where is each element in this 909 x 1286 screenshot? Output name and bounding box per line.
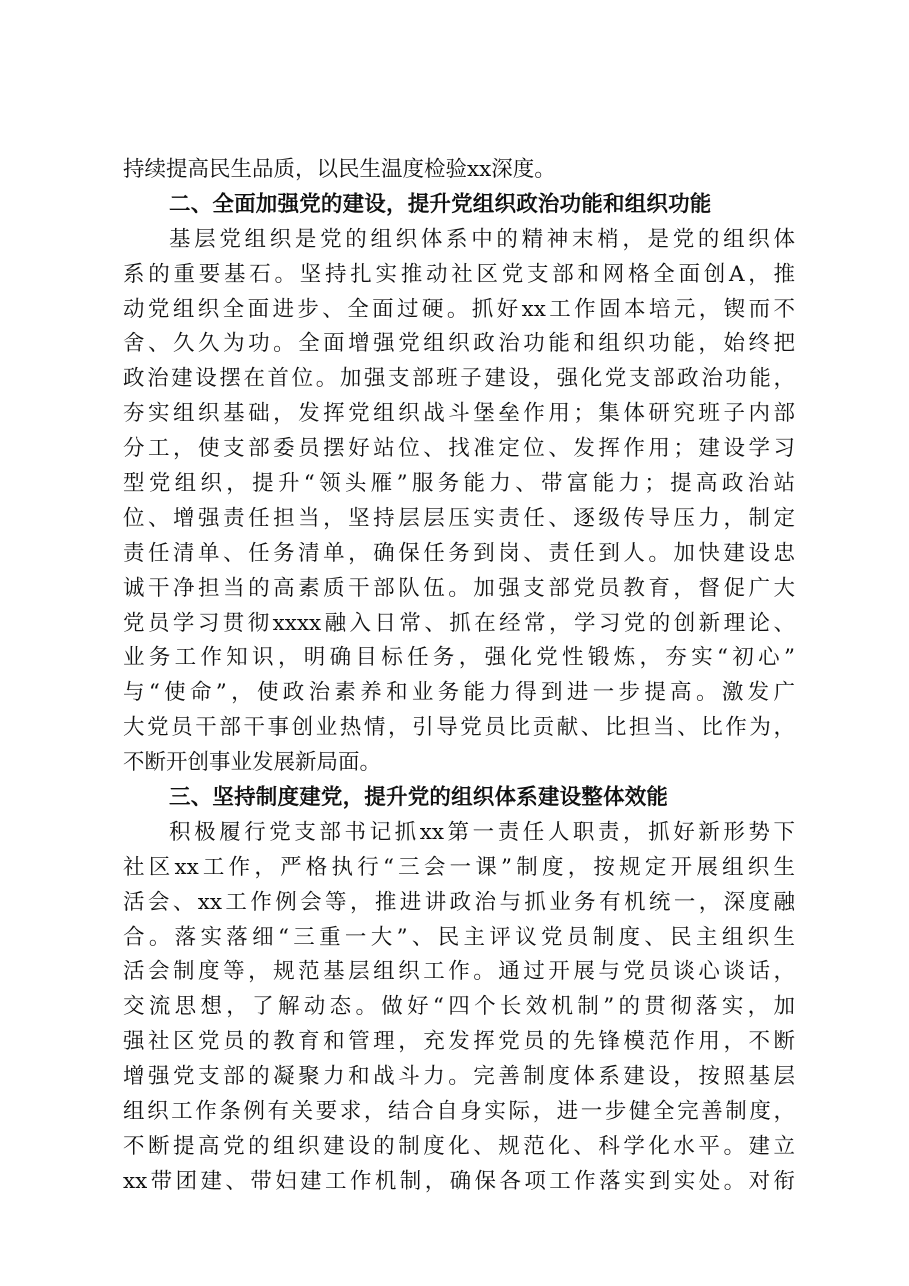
- paragraph-line: 诚干净担当的高素质干部队伍。加强支部党员教育，督促广大: [123, 575, 795, 601]
- paragraph-line: 不断开创事业发展新局面。: [123, 750, 382, 776]
- paragraph-line: 积极履行党支部书记抓xx第一责任人职责，抓好新形势下: [169, 819, 795, 845]
- paragraph-line: 强社区党员的教育和管理，充发挥党员的先锋模范作用，不断: [123, 1029, 795, 1055]
- paragraph-line: 党员学习贯彻xxxx融入日常、抓在经常，学习党的创新理论、: [123, 610, 795, 636]
- paragraph-line: 舍、久久为功。全面增强党组织政治功能和组织功能，始终把: [123, 331, 795, 357]
- paragraph-line: 型党组织，提升“领头雁”服务能力、带富能力；提高政治站: [123, 471, 795, 497]
- paragraph-line: 动党组织全面进步、全面过硬。抓好xx工作固本培元，锲而不: [123, 296, 795, 322]
- paragraph-line: 系的重要基石。坚持扎实推动社区党支部和网格全面创A，推: [123, 261, 795, 287]
- paragraph-line: 责任清单、任务清单，确保任务到岗、责任到人。加快建设忠: [123, 540, 795, 566]
- paragraph-line: 活会、xx工作例会等，推进讲政治与抓业务有机统一，深度融: [123, 889, 795, 915]
- paragraph-line: 持续提高民生品质，以民生温度检验xx深度。: [123, 157, 556, 182]
- section-heading-2: 二、全面加强党的建设，提升党组织政治功能和组织功能: [169, 191, 712, 217]
- paragraph-line: 增强党支部的凝聚力和战斗力。完善制度体系建设，按照基层: [123, 1064, 795, 1090]
- paragraph-line: 社区xx工作，严格执行“三会一课”制度，按规定开展组织生: [123, 854, 795, 880]
- paragraph-line: 业务工作知识，明确目标任务，强化党性锻炼，夯实“初心”: [123, 645, 795, 671]
- paragraph-line: xx带团建、带妇建工作机制，确保各项工作落实到实处。对衔: [123, 1168, 795, 1194]
- paragraph-line: 分工，使支部委员摆好站位、找准定位、发挥作用；建设学习: [123, 436, 795, 462]
- document-body: [123, 153, 795, 1200]
- paragraph-line: 合。落实落细“三重一大”、民主评议党员制度、民主组织生: [123, 924, 795, 950]
- paragraph-line: 基层党组织是党的组织体系中的精神末梢，是党的组织体: [169, 226, 795, 252]
- section-heading-3: 三、坚持制度建党，提升党的组织体系建设整体效能: [169, 785, 669, 811]
- paragraph-line: 活会制度等，规范基层组织工作。通过开展与党员谈心谈话，: [123, 959, 795, 985]
- paragraph-line: 交流思想，了解动态。做好“四个长效机制”的贯彻落实，加: [123, 994, 795, 1020]
- paragraph-line: 不断提高党的组织建设的制度化、规范化、科学化水平。建立: [123, 1133, 795, 1159]
- paragraph-line: 政治建设摆在首位。加强支部班子建设，强化党支部政治功能，: [123, 366, 795, 392]
- paragraph-line: 组织工作条例有关要求，结合自身实际，进一步健全完善制度，: [123, 1099, 795, 1125]
- paragraph-line: 夯实组织基础，发挥党组织战斗堡垒作用；集体研究班子内部: [123, 401, 795, 427]
- paragraph-line: 大党员干部干事创业热情，引导党员比贡献、比担当、比作为，: [123, 715, 795, 741]
- paragraph-line: 位、增强责任担当，坚持层层压实责任、逐级传导压力，制定: [123, 505, 795, 531]
- paragraph-line: 与“使命”，使政治素养和业务能力得到进一步提高。激发广: [123, 680, 795, 706]
